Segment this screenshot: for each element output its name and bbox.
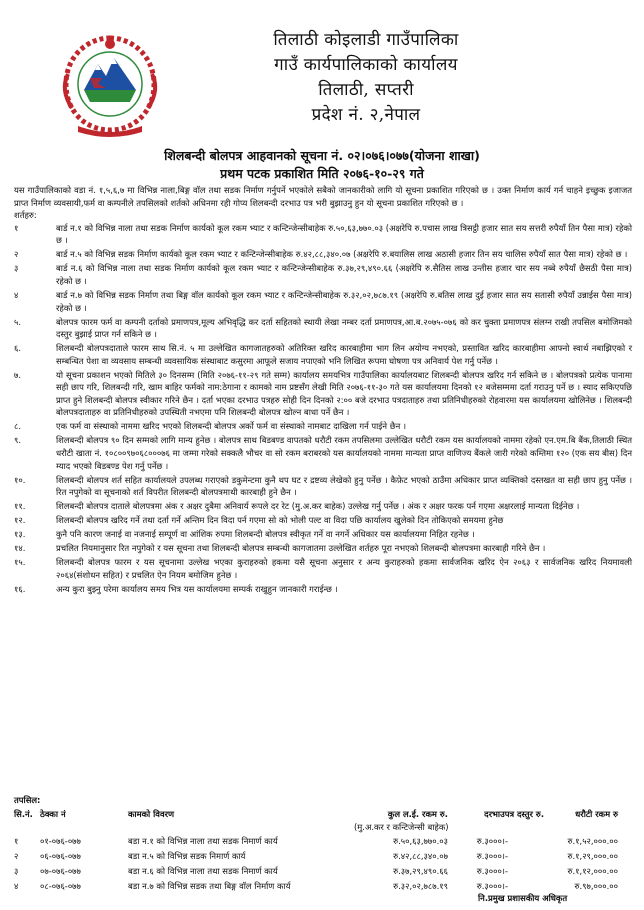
cell-cost-estimate: रु.४२,८८,३४०.०७ <box>393 851 448 861</box>
condition-text: शिलबन्दी बोलपत्रदाताले फारम साथ सि.नं. ५ मा उल्लेखित कागजातहरुको अतिरिक्त खरिद कारबाहीमा भाग लिन अयोग्य नभएको, प्रस्तावित खरिद कारबाहीमा आफ्नो स्वार्थ नबाझिएको र सम्बन्धित पेशा वा व्यवसाय सम्बन्धी व्यवसायिक संस्थाबाट कसुरमा आफूले सजाय नपाएको भनि लिखित रूपमा घोषणा पत्र अनिवार्य पेश गर्नु पर्नेछ । <box>56 343 632 366</box>
cell-contract-no: ०१-०७६-०७७ <box>40 836 81 846</box>
cell-bid-fee: रु.३०००।- <box>476 866 508 876</box>
condition-number: ७. <box>14 369 22 380</box>
cell-bid-fee: रु.३०००।- <box>476 851 508 861</box>
cell-sn: १ <box>14 836 19 846</box>
condition-item <box>14 342 632 367</box>
table-header-row <box>14 807 632 821</box>
table-subheader: (मु.अ.कर र कन्टिजेन्सी बाहेक) <box>354 822 449 832</box>
table-row <box>14 879 632 894</box>
condition-item <box>14 316 632 341</box>
condition-number: १४. <box>14 543 26 554</box>
cell-description: बडा न.७ को विभिन्न सडक तथा बिङ्ग वॉल निर्माण कार्य <box>128 881 291 891</box>
condition-item <box>14 583 632 596</box>
cell-description: बडा न.६ को विभिन्न नाला तथा सडक निमार्ण कार्य <box>128 866 278 876</box>
cell-bid-fee: रु.३०००।- <box>476 881 508 891</box>
condition-item <box>14 420 632 433</box>
condition-item <box>14 222 632 247</box>
condition-number: १०. <box>14 474 26 485</box>
province-name: प्रदेश नं. २,नेपाल <box>311 105 421 125</box>
conditions-label: शर्तहरु: <box>14 210 37 221</box>
col-bid-security: धरौटी रकम रु <box>575 809 618 819</box>
condition-item <box>14 248 632 261</box>
table-row <box>14 849 632 864</box>
condition-number: ३ <box>14 263 19 274</box>
condition-text: एक फर्म वा संस्थाको नाममा खरिद भएको शिलबन्दी बोलपत्र अर्को फर्म वा संस्थाको नामबाट दाखिला गर्न पाईने छैन । <box>56 421 407 432</box>
cell-bid-security: रु.१,२९,०००.०० <box>567 851 618 861</box>
letterhead <box>0 0 644 150</box>
cell-sn: ४ <box>14 881 19 891</box>
condition-text: प्रचलित नियमानुसार रित नपुगेको र यस सूचना तथा शिलबन्दी बोलपत्र सम्बन्धी कागजातमा उल्लेखित शर्तहरु पूरा नभएको शिलबन्दी बोलपत्रमा कारबाही गरिने छैन । <box>56 543 546 554</box>
condition-item <box>14 474 632 499</box>
col-bid-fee: दरभाउपत्र दस्तुर रु. <box>484 809 544 819</box>
cell-description: बडा न.१ को विभिन्न नाला तथा सडक निमार्ण कार्य <box>128 836 278 846</box>
condition-item <box>14 369 632 419</box>
condition-text: अन्य कुरा बुझ्नु परेमा कार्यालय समय भित्र यस कार्यालयमा सम्पर्क राखुहुन जानकारी गराईन्छ । <box>56 583 338 594</box>
condition-number: १ <box>14 222 19 233</box>
cell-sn: ३ <box>14 866 19 876</box>
col-cost-estimate: कुल ल.ई. रकम रु. <box>387 809 448 819</box>
condition-item <box>14 514 632 527</box>
cell-bid-fee: रु.३०००।- <box>476 836 508 846</box>
condition-number: १५. <box>14 557 26 568</box>
condition-text: बोलपत्र फारम फर्म वा कम्पनी दर्ताको प्रमाणपत्र,मूल्य अभिवृद्धि कर दर्ता सहितको स्थायी लेखा नम्बर दर्ता प्रमाणपत्र,आ.ब.२०७५-०७६ को कर चुक्ता प्रमाणपत्र संलग्न राखी तपसिल बमोजिमको दस्तुर बुझाई प्राप्त गर्न सकिने छ । <box>56 316 632 340</box>
condition-number: १३. <box>14 529 26 540</box>
notice-title: शिलबन्दी बोलपत्र आहवानको सूचना नं. ०२।०७६।०७७(योजना शाखा) <box>164 148 480 163</box>
table-row <box>14 864 632 879</box>
condition-number: १६. <box>14 583 26 594</box>
condition-text: शिलबन्दी बोलपत्र शर्त सहित कार्यालयले उपलब्ध गराएको डकुमेन्टमा कुनै थप घट र द्रष्टव्य लेखेको हुनु पर्नेछ । कैफ़ेट भएको ठाउँमा अधिकार प्राप्त व्यक्तिको दस्तखत वा सही छाप हुनु पर्नेछ । रित नपुगेको वा सूचनाको शर्त विपरीत शिलबन्दी बोलपत्रमाथी कारबाही हुने छैन । <box>56 474 633 498</box>
condition-text: बार्ड न.५ को विभिन्न सडक निर्माण कार्यको कूल रकम भ्याट र कन्टिन्जेन्सीबाहेक रु.४२,८८,३४०.०७ (अक्षरेपि रु.बयालिस लाख अठासी हजार तिन सय चालिस रुपैयाँ सात पैसा मात्र) रहेको छ । <box>56 249 628 260</box>
notice-publish-date: प्रथम पटक प्रकाशित मिति २०७६-१०-२९ गते <box>220 166 424 181</box>
cell-cost-estimate: रु.५०,६३,७७०.०३ <box>393 836 448 846</box>
condition-number: १२. <box>14 515 26 526</box>
condition-number: ५. <box>14 316 22 327</box>
table-row <box>14 834 632 849</box>
condition-item <box>14 289 632 314</box>
col-sn: सि.नं. <box>14 809 33 819</box>
intro-paragraph: यस गाउँपालिकाको वडा नं. १,५,६,७ मा विभिन्न नाला,बिङ्ग वॉल तथा सडक निर्माण गर्नुपर्ने भएकोले सबैको जानकारीको लागि यो सूचना प्रकाशित गरिएको छ । उक्त निर्माण कार्य गर्न चाहने इच्छुक इजाजत प्राप्त निर्माण व्यवसायी,फर्म वा कम्पनीले तपसिलको शर्तको अधिनमा रही गोप्य शिलबन्दी दरभाउ पत्र भरी बुझाउनु हुन यो सूचना प्रकाशित गरिएको छ । <box>14 185 632 208</box>
cell-cost-estimate: रु.३७,२९,४९०.६६ <box>393 866 448 876</box>
col-contract-no: ठेक्का नं <box>40 809 66 819</box>
condition-text: शिलबन्दी बोलपत्र फारम र यस सूचनामा उल्लेख भएका कुराहरुको हकमा यसै सूचना अनुसार र अन्य कुराहरुको हकमा सार्वजनिक खरिद ऐन २०६३ र सार्वजनिक खरिद नियमावली २०६४(संशोधन सहित) र प्रचलित ऐन नियम बमोजिम हुनेछ । <box>56 557 632 580</box>
bid-schedule <box>14 794 632 894</box>
condition-text: बार्ड न.६ को विभिन्न नाला तथा सडक निर्माण कार्यको कूल रकम भ्याट र कन्टिन्जेन्सीबाहेक रु.३७,२९,४९०.६६ (अक्षरेपि रु.सैतिस लाख उन्तीस हजार चार सय नब्बे रुपैयाँ छैसठी पैसा मात्र) रहेको छ । <box>56 263 632 286</box>
office-location: तिलाठी, सप्तरी <box>318 80 414 100</box>
condition-text: बार्ड न.१ को विभिन्न नाला तथा सडक निर्माण कार्यको कूल रकम भ्याट र कन्टिन्जेन्सीबाहेक रु.५०,६३,७७०.०३ (अक्षरेपि रु.पचास लाख त्रिसट्ठी हजार सात सय सत्तरी रुपैयाँ तिन पैसा मात्र) रहेको छ । <box>56 222 632 246</box>
office-title-block <box>196 28 536 128</box>
office-name: गाउँ कार्यपालिकाको कार्यालय <box>274 55 458 75</box>
condition-item <box>14 262 632 287</box>
cell-bid-security: रु.९७,०००.०० <box>574 881 618 891</box>
condition-item <box>14 528 632 541</box>
condition-text: बार्ड न.७ को विभिन्न सडक निर्माण तथा बिङ्ग वॉल कार्यको कूल रकम भ्याट र कन्टिन्जेन्सीबाहेक रु.३२,०२,७८७.१९ (अक्षरेपि रु.बतिस लाख दुई हजार सात सय सतासी रुपैयाँ उन्नाईस पैसा मात्र) रहेको छ । <box>56 289 632 313</box>
condition-text: शिलबन्दी बोलपत्र खरिद गर्ने तथा दर्ता गर्ने अन्तिम दिन विदा पर्न गएमा सो को भोली पल्ट वा विदा पछि कार्यालय खुलेको दिन तोकिएको समयमा हुनेछ <box>56 515 504 526</box>
cell-contract-no: ०६-०७६-०७७ <box>40 851 81 861</box>
condition-text: यो सूचना प्रकाशन भएको मितिले ३० दिनसम्म (मिति २०७६-११-२९ गते सम्म) कार्यालय समयभित्र गाउँपालिका कार्यालयबाट शिलबन्दी बोलपत्र खरिद गर्न सकिने छ । बोलपत्रको प्रत्येक पानामा सही छाप गरि, शिलबन्दी गरि, खाम बाहिर फर्मको नाम:ठेगाना र कामको नाम प्रष्टसँग लेखी मिति २०७६-११-३० गते यस कार्यालयमा दिनको १२ बजेसम्ममा दर्ता गराउनु पर्ने छ । स्याद सकिएपछि प्राप्त हुने शिलबन्दी बोलपत्र स्वीकार गरिने छैन । दर्ता भएका दरभाउ पत्रहरु सोही दिन दिनको २:०० बजे दरभाउ पत्रदाताहरु तथा प्रतिनिधीहरुको रोहवारमा यस कार्यालयमा खोलिनेछ । शिलबन्दी बोलपत्रदाताहरु वा प्रतिनिधीहरुको उपस्थिती नभएमा पनि शिलबन्दी बोलपत्र खोल्न बाधा पर्ने छैन । <box>56 369 632 418</box>
schedule-label: तपसिल: <box>14 795 41 805</box>
condition-text: शिलबन्दी बोलपत्र ९० दिन सम्मको लागि मान्य हुनेछ । बोलपत्र साथ बिडबण्ड वापतको धरौटी रकम तपसिलमा उल्लेखित धरौटी रकम यस कार्यालयको नाममा रहेको एन.एम.बि बैंक,तिलाठी स्थित धरौटी खाता नं. १०८००९७०६८०००७६ मा जम्मा गरेको सक्कलै भौचर वा सो रकम बराबरको यस कार्यालयको नाममा मान्यता प्राप्त वाणिज्य बैंकले जारी गरेको कम्तिमा १२० (एक सय बीस) दिन म्याद भएको बिडबण्ड पेश गर्नु पर्नेछ । <box>56 435 632 471</box>
cell-sn: २ <box>14 851 19 861</box>
nepal-emblem-icon <box>50 30 170 140</box>
conditions-list <box>14 222 632 595</box>
condition-item <box>14 542 632 555</box>
cell-bid-security: रु.१,१२,०००.०० <box>567 866 618 876</box>
condition-text: शिलबन्दी बोलपत्र दाताले बोलपत्रमा अंक र अक्षर दुबैमा अनिवार्य रूपले दर रेट (मु.अ.कर बाहेक) उल्लेख गर्नु पर्नेछ । अंक र अक्षर फरक पर्न गएमा अक्षरलाई मान्यता दिईनेछ । <box>56 501 580 512</box>
cell-bid-security: रु.१,५२,०००.०० <box>567 836 618 846</box>
condition-number: ९. <box>14 435 22 446</box>
condition-number: ८. <box>14 421 22 432</box>
cell-contract-no: ०८-०७६-०७७ <box>40 881 81 891</box>
cell-description: बडा न.५ को विभिन्न सडक निमार्ण कार्य <box>128 851 246 861</box>
cell-cost-estimate: रु.३२,०२,७८७.१९ <box>393 881 448 891</box>
condition-item <box>14 434 632 472</box>
condition-number: ४ <box>14 289 19 300</box>
condition-item <box>14 500 632 513</box>
condition-number: ११. <box>14 501 26 512</box>
condition-number: २ <box>14 249 19 260</box>
condition-number: ६. <box>14 343 22 354</box>
table-body <box>14 834 632 894</box>
notice-body <box>14 184 632 597</box>
municipality-name: तिलाठी कोइलाडी गाउँपालिका <box>273 30 459 50</box>
condition-item <box>14 556 632 581</box>
cell-contract-no: ०७-०७६-०७७ <box>40 866 81 876</box>
condition-text: कुनै पनि कारण जनाई वा नजनाई सम्पूर्ण वा आंशिक रुपमा शिलबन्दी बोलपत्र स्वीकृत गर्ने वा नगर्ने अधिकार यस कार्यालयमा निहित रहनेछ । <box>56 529 475 540</box>
col-description: कामको विवरण <box>128 809 175 819</box>
signature-title: नि.प्रमुख प्रशासकीय अधिकृत <box>478 893 568 903</box>
